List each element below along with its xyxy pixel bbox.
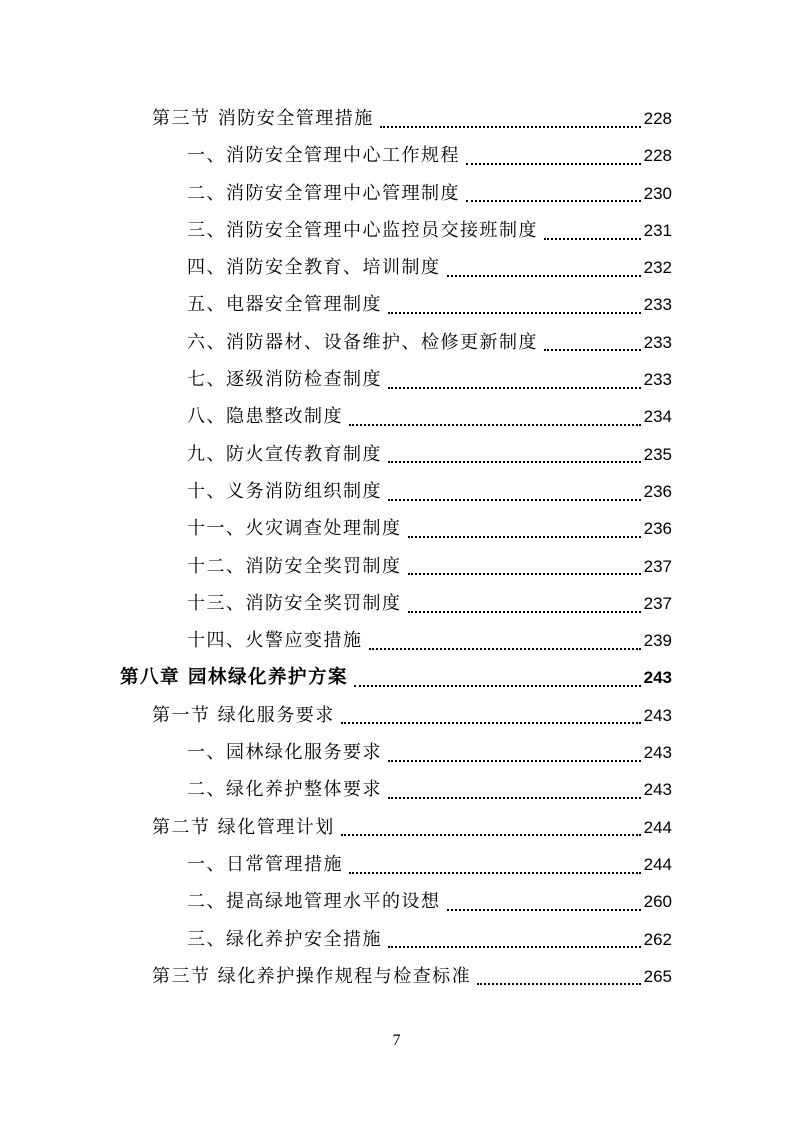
toc-subsection-entry[interactable] (0, 249, 793, 286)
toc-entry-title: 二、绿化养护整体要求 (187, 779, 382, 801)
toc-subsection-entry[interactable] (0, 436, 793, 473)
toc-leader-dots (388, 760, 641, 762)
toc-entry-page: 243 (643, 780, 672, 800)
toc-leader-dots (466, 163, 641, 165)
toc-leader-dots (388, 387, 641, 389)
toc-leader-dots (466, 200, 641, 202)
toc-leader-dots (544, 238, 641, 240)
toc-entry-title: 第八章 园林绿化养护方案 (120, 667, 348, 689)
toc-subsection-entry[interactable] (0, 771, 793, 808)
toc-entry-title: 二、消防安全管理中心管理制度 (187, 182, 460, 204)
toc-leader-dots (388, 499, 641, 501)
toc-leader-dots (408, 536, 641, 538)
toc-leader-dots (388, 312, 641, 314)
toc-entry-page: 231 (643, 220, 672, 240)
toc-entry-page: 230 (643, 183, 672, 203)
toc-entry-title: 第三节 消防安全管理措施 (152, 108, 374, 129)
toc-leader-dots (349, 424, 641, 426)
toc-section-entry[interactable] (0, 697, 793, 734)
toc-entry-page: 228 (643, 109, 672, 128)
toc-entry-page: 262 (643, 929, 672, 949)
toc-entry-page: 233 (643, 370, 672, 390)
toc-subsection-entry[interactable] (0, 548, 793, 585)
toc-leader-dots (341, 834, 641, 836)
toc-section-entry[interactable] (0, 958, 793, 995)
toc-subsection-entry[interactable] (0, 286, 793, 323)
toc-leader-dots (408, 611, 641, 613)
toc-entry-title: 十二、消防安全奖罚制度 (187, 555, 402, 577)
toc-subsection-entry[interactable] (0, 398, 793, 435)
toc-entry-title: 九、防火宣传教育制度 (187, 443, 382, 465)
toc-entry-page: 233 (643, 295, 672, 315)
toc-leader-dots (447, 275, 641, 277)
toc-entry-title: 一、消防安全管理中心工作规程 (187, 145, 460, 167)
toc-entry-page: 232 (643, 258, 672, 278)
toc-entry-title: 十三、消防安全奖罚制度 (187, 592, 402, 614)
toc-leader-dots (380, 126, 641, 128)
toc-subsection-entry[interactable] (0, 175, 793, 212)
toc-entry-title: 二、提高绿地管理水平的设想 (187, 891, 441, 913)
toc-leader-dots (447, 909, 641, 911)
toc-leader-dots (388, 946, 641, 948)
toc-entry-page: 237 (643, 593, 672, 613)
toc-subsection-entry[interactable] (0, 585, 793, 622)
toc-subsection-entry[interactable] (0, 137, 793, 174)
toc-entry-page: 243 (643, 668, 672, 688)
toc-entry-page: 228 (643, 146, 672, 166)
toc-entry-title: 一、园林绿化服务要求 (187, 742, 382, 764)
toc-subsection-entry[interactable] (0, 921, 793, 958)
toc-subsection-entry[interactable] (0, 324, 793, 361)
toc-entry-title: 六、消防器材、设备维护、检修更新制度 (187, 331, 538, 353)
toc-leader-dots (477, 983, 640, 985)
toc-entry-page: 236 (643, 481, 672, 501)
toc-entry-title: 第二节 绿化管理计划 (152, 816, 335, 838)
toc-leader-dots (388, 461, 641, 463)
toc-subsection-entry[interactable] (0, 883, 793, 920)
toc-subsection-entry[interactable] (0, 212, 793, 249)
toc-subsection-entry[interactable] (0, 734, 793, 771)
toc-entry-title: 三、绿化养护安全措施 (187, 928, 382, 950)
toc-entry-title: 十一、火灾调查处理制度 (187, 518, 402, 540)
toc-entry-title: 十、义务消防组织制度 (187, 480, 382, 502)
toc-leader-dots (408, 573, 641, 575)
toc-entry-title: 第一节 绿化服务要求 (152, 704, 335, 726)
toc-entry-title: 一、日常管理措施 (187, 853, 343, 875)
toc-leader-dots (341, 722, 641, 724)
toc-entry-page: 236 (643, 519, 672, 539)
toc-subsection-entry[interactable] (0, 473, 793, 510)
toc-section-entry[interactable] (0, 100, 793, 137)
toc-leader-dots (388, 797, 641, 799)
toc-entry-page: 234 (643, 407, 672, 427)
toc-entry-page: 265 (643, 966, 672, 986)
toc-subsection-entry[interactable] (0, 846, 793, 883)
toc-leader-dots (544, 349, 641, 351)
toc-entry-page: 260 (643, 892, 672, 912)
toc-subsection-entry[interactable] (0, 361, 793, 398)
toc-entry-title: 七、逐级消防检查制度 (187, 369, 382, 391)
toc-entry-page: 243 (643, 705, 672, 725)
toc-leader-dots (369, 648, 641, 650)
toc-entry-title: 五、电器安全管理制度 (187, 294, 382, 316)
toc-leader-dots (354, 685, 641, 687)
toc-entry-title: 第三节 绿化养护操作规程与检查标准 (152, 965, 472, 987)
toc-entry-title: 八、隐患整改制度 (187, 406, 343, 428)
toc-entry-title: 十四、火警应变措施 (187, 630, 363, 652)
toc-entry-page: 239 (643, 631, 672, 651)
page-number: 7 (392, 1032, 401, 1049)
toc-section-entry[interactable] (0, 809, 793, 846)
table-of-contents (0, 100, 793, 995)
toc-entry-page: 235 (643, 444, 672, 464)
toc-subsection-entry[interactable] (0, 510, 793, 547)
toc-entry-page: 243 (643, 743, 672, 763)
toc-chapter-entry[interactable] (0, 659, 793, 696)
toc-entry-page: 244 (643, 854, 672, 874)
toc-entry-title: 四、消防安全教育、培训制度 (187, 257, 441, 279)
toc-entry-page: 233 (643, 332, 672, 352)
toc-subsection-entry[interactable] (0, 622, 793, 659)
toc-entry-page: 237 (643, 556, 672, 576)
toc-entry-title: 三、消防安全管理中心监控员交接班制度 (187, 219, 538, 241)
toc-entry-page: 244 (643, 817, 672, 837)
toc-leader-dots (349, 872, 641, 874)
